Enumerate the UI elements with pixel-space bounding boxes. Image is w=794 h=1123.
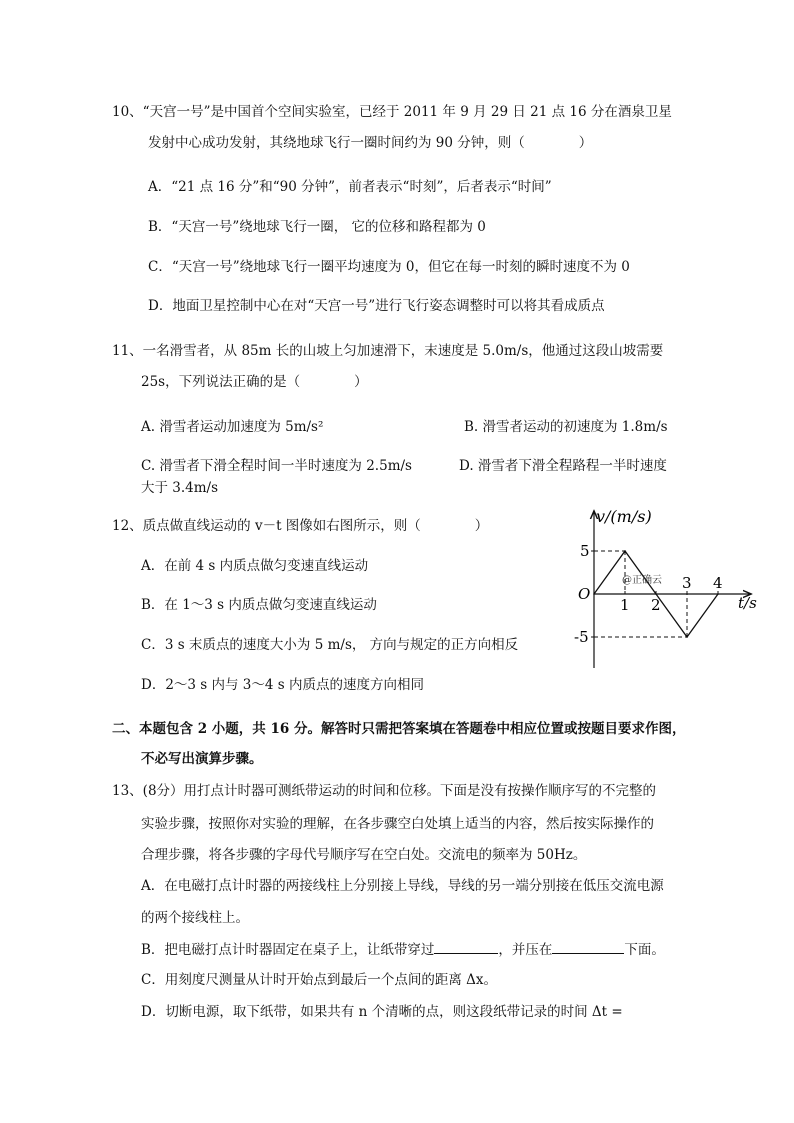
- vt-graph: [570, 500, 770, 675]
- q10-stem-line1: 10、“天宫一号”是中国首个空间实验室，已经于 2011 年 9 月 29 日 21 点 16 分在酒泉卫星: [112, 104, 672, 120]
- q10-option-a: A．“21 点 16 分”和“90 分钟”，前者表示“时刻”，后者表示“时间”: [148, 179, 552, 195]
- y-tick-label: -5: [574, 628, 589, 646]
- q12-option-d: D．2～3 s 内与 3～4 s 内质点的速度方向相同: [141, 677, 424, 693]
- q13-step-b-text1: B．把电磁打点计时器固定在桌子上，让纸带穿过: [141, 942, 435, 958]
- answer-blank-under[interactable]: [552, 940, 624, 954]
- y-tick-label: 5: [580, 542, 590, 560]
- q11-option-d-line1: D. 滑雪者下滑全程路程一半时速度: [459, 458, 667, 474]
- q11-option-d-line2: 大于 3.4m/s: [141, 480, 219, 496]
- vt-data-point: [686, 636, 688, 638]
- q13-stem-line1: 13、(8分）用打点计时器可测纸带运动的时间和位移。下面是没有按操作顺序写的不完整的: [112, 783, 657, 799]
- section2-line1: 二、本题包含 2 小题，共 16 分。解答时只需把答案填在答题卷中相应位置或按题目要求作图，: [112, 721, 686, 737]
- q10-option-d: D．地面卫星控制中心在对“天宫一号”进行飞行姿态调整时可以将其看成质点: [148, 298, 605, 314]
- vt-data-point: [593, 593, 595, 595]
- q13-stem-line2: 实验步骤，按照你对实验的理解，在各步骤空白处填上适当的内容，然后按实际操作的: [141, 816, 654, 832]
- q11-stem-line1: 11、一名滑雪者，从 85m 长的山坡上匀加速滑下，末速度是 5.0m/s，他通过这段山坡需要: [112, 343, 664, 359]
- vt-data-point: [624, 550, 626, 552]
- q10-option-b: B．“天宫一号”绕地球飞行一圈， 它的位移和路程都为 0: [148, 219, 486, 235]
- graph-origin-label: O: [578, 585, 591, 603]
- graph-y-axis-label: v/(m/s): [596, 507, 652, 526]
- q13-step-d: D．切断电源，取下纸带，如果共有 n 个清晰的点，则这段纸带记录的时间 Δt =: [141, 1004, 623, 1020]
- q11-option-a: A. 滑雪者运动加速度为 5m/s²: [141, 419, 324, 435]
- section2-line2: 不必写出演算步骤。: [141, 751, 263, 767]
- q11-option-b: B. 滑雪者运动的初速度为 1.8m/s: [464, 419, 668, 435]
- x-tick-label: 3: [682, 574, 692, 592]
- q13-step-c: C．用刻度尺测量从计时开始点到最后一个点间的距离 Δx。: [141, 972, 497, 988]
- graph-watermark: @正确云: [622, 575, 662, 586]
- q11-option-c: C. 滑雪者下滑全程时间一半时速度为 2.5m/s: [141, 458, 412, 474]
- q13-step-b-text2: ，并压在: [498, 942, 553, 958]
- q12-option-b: B．在 1～3 s 内质点做匀变速直线运动: [141, 597, 377, 613]
- vt-data-point: [655, 593, 657, 595]
- q11-stem-line2: 25s，下列说法正确的是（ ）: [141, 374, 368, 390]
- q13-step-b-text3: 下面。: [624, 942, 665, 958]
- q12-option-a: A．在前 4 s 内质点做匀变速直线运动: [141, 558, 369, 574]
- q12-option-c: C．3 s 末质点的速度大小为 5 m/s， 方向与规定的正方向相反: [141, 637, 519, 653]
- x-tick-label: 4: [713, 574, 723, 592]
- vt-data-point: [717, 593, 719, 595]
- x-tick-label: 1: [620, 596, 630, 614]
- q10-option-c: C．“天宫一号”绕地球飞行一圈平均速度为 0，但它在每一时刻的瞬时速度不为 0: [148, 259, 630, 275]
- answer-blank-paper-path[interactable]: [434, 940, 498, 954]
- q13-step-b: [141, 940, 665, 959]
- q10-stem-line2: 发射中心成功发射，其绕地球飞行一圈时间约为 90 分钟，则（ ）: [148, 135, 593, 151]
- q13-step-a-line1: A．在电磁打点计时器的两接线柱上分别接上导线，导线的另一端分别接在低压交流电源: [141, 878, 664, 894]
- q12-stem: 12、质点做直线运动的 v－t 图像如右图所示，则（ ）: [112, 518, 489, 534]
- graph-x-axis-label: t/s: [738, 594, 757, 612]
- q13-step-a-line2: 的两个接线柱上。: [141, 910, 249, 926]
- q13-stem-line3: 合理步骤，将各步骤的字母代号顺序写在空白处。交流电的频率为 50Hz。: [141, 847, 587, 863]
- x-tick-label: 2: [651, 596, 661, 614]
